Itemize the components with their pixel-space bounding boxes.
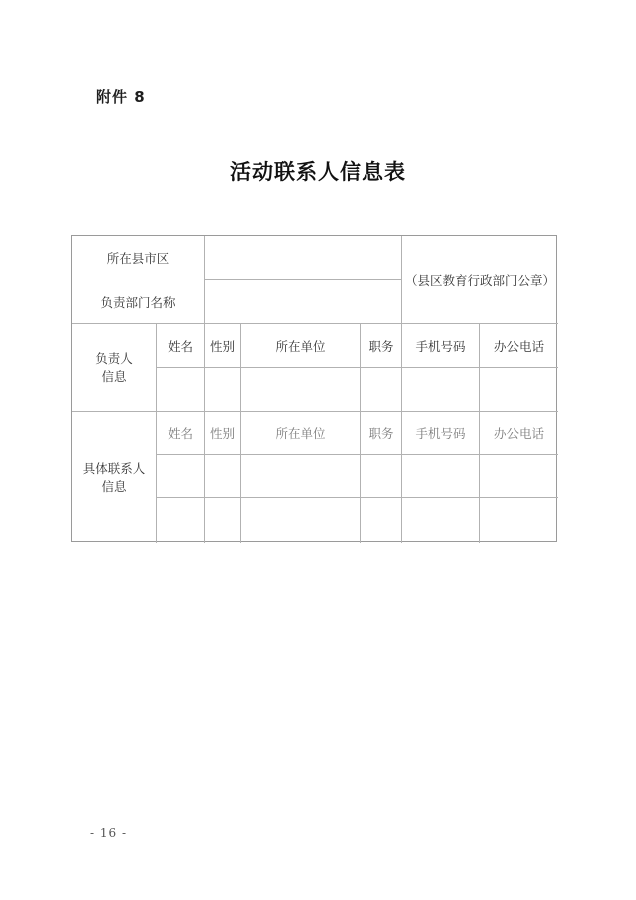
contact-header-position: 职务	[368, 426, 394, 441]
contact-header-unit: 所在单位	[275, 426, 326, 441]
leader-label-line1: 负责人	[95, 350, 133, 366]
row-divider	[156, 367, 558, 368]
row-divider	[156, 454, 558, 455]
attachment-label: 附件 8	[96, 88, 146, 106]
contact-label-line2: 信息	[101, 478, 127, 494]
page-number: - 16 -	[90, 826, 128, 840]
contact-header-gender: 性别	[209, 426, 235, 441]
contact-section-label	[72, 412, 156, 543]
leader-header-gender: 性别	[209, 338, 235, 354]
contact-header-name: 姓名	[167, 426, 193, 441]
region-input[interactable]	[205, 236, 401, 279]
document-title: 活动联系人信息表	[230, 159, 406, 184]
contact-header-mobile: 手机号码	[415, 426, 466, 441]
contact-label-line1: 具体联系人	[82, 460, 146, 476]
dept-input[interactable]	[205, 280, 401, 323]
row-divider	[156, 497, 558, 498]
dept-label: 负责部门名称	[100, 294, 176, 310]
seal-note: （县区教育行政部门公章）	[404, 272, 555, 288]
region-label: 所在县市区	[106, 250, 170, 266]
leader-header-unit: 所在单位	[275, 338, 326, 354]
leader-header-name: 姓名	[167, 338, 193, 354]
leader-label-line2: 信息	[101, 368, 127, 384]
contact-header-office-phone: 办公电话	[493, 426, 544, 441]
contact-info-form	[71, 235, 557, 542]
leader-header-position: 职务	[368, 338, 394, 354]
leader-header-office-phone: 办公电话	[493, 338, 544, 354]
leader-header-mobile: 手机号码	[415, 338, 466, 354]
leader-section-label	[72, 324, 156, 411]
